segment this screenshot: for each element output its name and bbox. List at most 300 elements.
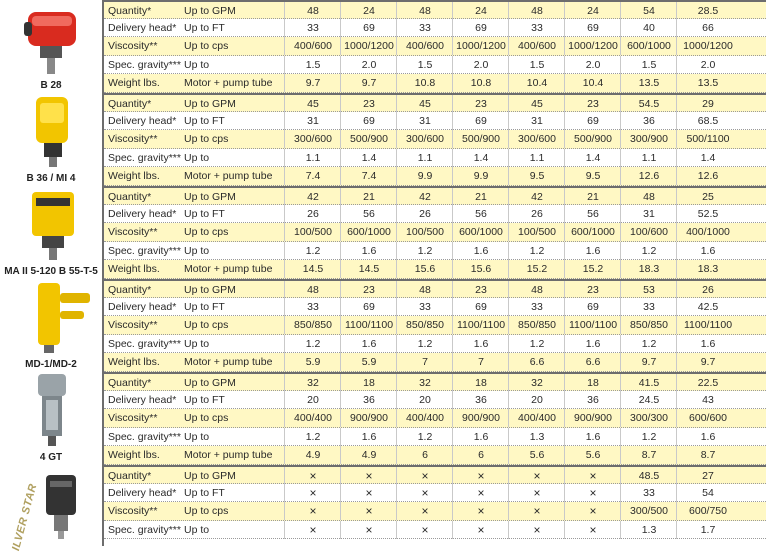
table-row: [104, 484, 766, 503]
table-cell: 400/1000: [676, 223, 739, 241]
table-cell: 15.6: [396, 260, 453, 278]
table-cell: 9.7: [620, 353, 677, 371]
row-unit: Up to cps: [184, 133, 229, 146]
row-unit: Up to FT: [184, 21, 225, 34]
table-cell: 23: [564, 281, 621, 299]
yellow-explosion-proof-motor-icon: [2, 188, 102, 260]
table-row: [104, 205, 766, 224]
table-cell: 69: [564, 112, 621, 130]
table-cell: 10.8: [452, 74, 509, 92]
row-unit: Up to GPM: [184, 191, 236, 203]
table-cell: 1000/1200: [340, 37, 397, 55]
table-cell: 600/1000: [564, 223, 621, 241]
table-cell: 26: [284, 205, 341, 223]
row-label: Delivery head*: [108, 486, 177, 499]
row-label: Spec. gravity***: [108, 430, 181, 443]
table-cell: 1.6: [452, 242, 509, 260]
table-cell: ×: [564, 521, 621, 539]
table-cell: 100/500: [284, 223, 341, 241]
table-cell: 7.4: [340, 167, 397, 185]
table-cell: 36: [452, 391, 509, 409]
table-cell: 1.2: [396, 428, 453, 446]
table-cell: ×: [396, 502, 453, 520]
table-cell: 1.6: [676, 428, 739, 446]
table-cell: 48: [396, 281, 453, 299]
table-cell: 8.7: [676, 446, 739, 464]
silver-star-brand-label: ILVER STAR: [10, 482, 40, 553]
table-cell: 10.4: [564, 74, 621, 92]
table-cell: 400/400: [284, 409, 341, 427]
pump-model-name: MA II 5-120 B 55-T-5: [4, 266, 98, 277]
table-cell: 23: [340, 281, 397, 299]
table-cell: 5.9: [284, 353, 341, 371]
row-label: Delivery head*: [108, 21, 177, 34]
grey-pneumatic-motor-icon: [2, 374, 102, 446]
table-cell: 12.6: [676, 167, 739, 185]
table-cell: 5.6: [508, 446, 565, 464]
yellow-air-motor-icon: [2, 281, 102, 353]
row-label: Quantity*: [108, 470, 152, 482]
table-cell: 900/900: [340, 409, 397, 427]
pump-model-name: B 28: [40, 80, 62, 91]
table-row: [104, 186, 766, 205]
table-cell: 1.1: [284, 149, 341, 167]
row-label: Viscosity**: [108, 505, 158, 518]
table-cell: 9.7: [284, 74, 341, 92]
table-cell: 1.1: [508, 149, 565, 167]
table-cell: ×: [284, 467, 341, 485]
row-unit: Up to: [184, 430, 210, 443]
pump-model-name: MD-1/MD-2: [25, 359, 77, 370]
table-row: [104, 465, 766, 484]
table-row: [104, 93, 766, 112]
table-cell: 2.0: [564, 56, 621, 74]
table-cell: 20: [284, 391, 341, 409]
row-unit: Motor + pump tube: [184, 356, 273, 369]
row-unit: Up to cps: [184, 319, 229, 332]
row-unit: Up to: [184, 244, 210, 257]
table-cell: 18: [452, 374, 509, 392]
table-cell: 26: [508, 205, 565, 223]
table-cell: 36: [620, 112, 677, 130]
table-cell: 18: [564, 374, 621, 392]
table-cell: 1.6: [564, 242, 621, 260]
table-cell: 1.6: [564, 335, 621, 353]
pump-photo: [0, 186, 104, 279]
table-cell: 14.5: [340, 260, 397, 278]
row-label: Spec. gravity***: [108, 337, 181, 350]
row-label: Spec. gravity***: [108, 151, 181, 164]
table-row: [104, 502, 766, 521]
table-cell: 1.2: [284, 242, 341, 260]
table-cell: 4.9: [284, 446, 341, 464]
table-cell: 69: [564, 298, 621, 316]
pump-group: [0, 186, 766, 279]
table-cell: 33: [620, 298, 677, 316]
table-cell: 13.5: [676, 74, 739, 92]
table-cell: 500/900: [452, 130, 509, 148]
pump-model-name: B 36 / MI 4: [26, 173, 76, 184]
table-cell: 48: [284, 2, 341, 20]
pump-photo: [0, 93, 104, 186]
table-cell: 400/400: [396, 409, 453, 427]
table-row: [104, 223, 766, 242]
table-cell: 1100/1100: [564, 316, 621, 334]
table-cell: 6: [396, 446, 453, 464]
row-unit: Up to GPM: [184, 470, 236, 482]
table-row: [104, 242, 766, 261]
table-cell: 9.7: [340, 74, 397, 92]
table-cell: 1.4: [564, 149, 621, 167]
table-cell: 48: [284, 281, 341, 299]
table-cell: 9.9: [396, 167, 453, 185]
table-cell: 13.5: [620, 74, 677, 92]
table-cell: 1100/1100: [452, 316, 509, 334]
table-cell: ×: [396, 521, 453, 539]
table-cell: 69: [340, 112, 397, 130]
row-unit: Up to cps: [184, 412, 229, 425]
table-cell: ×: [340, 521, 397, 539]
table-row: [104, 335, 766, 354]
row-label: Quantity*: [108, 284, 152, 296]
table-cell: ×: [452, 521, 509, 539]
table-cell: 100/500: [396, 223, 453, 241]
table-cell: 15.2: [508, 260, 565, 278]
table-cell: 33: [284, 298, 341, 316]
table-row: [104, 391, 766, 410]
table-cell: 1000/1200: [452, 37, 509, 55]
table-cell: 1.6: [340, 242, 397, 260]
table-cell: 18.3: [620, 260, 677, 278]
pump-model-name: 4 GT: [39, 452, 63, 463]
table-cell: 42: [508, 188, 565, 206]
table-cell: 54: [676, 484, 739, 502]
row-unit: Up to FT: [184, 207, 225, 220]
pump-group: [0, 465, 766, 553]
table-cell: 36: [564, 391, 621, 409]
table-cell: 45: [396, 95, 453, 113]
table-cell: 4.9: [340, 446, 397, 464]
table-cell: 1.5: [508, 56, 565, 74]
pump-photo: [0, 279, 104, 372]
table-cell: 32: [508, 374, 565, 392]
table-row: [104, 298, 766, 317]
table-cell: 69: [452, 112, 509, 130]
row-label: Viscosity**: [108, 40, 158, 53]
table-cell: 1.2: [508, 335, 565, 353]
row-unit: Up to GPM: [184, 377, 236, 389]
row-unit: Up to FT: [184, 114, 225, 127]
table-cell: ×: [564, 484, 621, 502]
table-cell: 21: [564, 188, 621, 206]
table-cell: 1.3: [620, 521, 677, 539]
table-cell: 1.2: [284, 335, 341, 353]
table-cell: 48: [396, 2, 453, 20]
table-cell: 69: [452, 19, 509, 37]
table-cell: 850/850: [508, 316, 565, 334]
table-cell: 1.6: [340, 335, 397, 353]
row-unit: Up to FT: [184, 300, 225, 313]
table-cell: 25: [676, 188, 739, 206]
table-cell: 1100/1100: [676, 316, 739, 334]
row-unit: Up to: [184, 151, 210, 164]
table-cell: 500/900: [340, 130, 397, 148]
red-drum-pump-motor-icon: [2, 2, 102, 74]
table-cell: 1.4: [452, 149, 509, 167]
table-cell: 24: [452, 2, 509, 20]
row-label: Weight lbs.: [108, 449, 160, 462]
row-label: Weight lbs.: [108, 356, 160, 369]
table-cell: 53: [620, 281, 677, 299]
table-cell: 300/600: [508, 130, 565, 148]
table-row: [104, 167, 766, 186]
table-cell: 26: [396, 205, 453, 223]
table-cell: 33: [396, 19, 453, 37]
row-label: Weight lbs.: [108, 170, 160, 183]
row-label: Spec. gravity***: [108, 244, 181, 257]
table-row: [104, 0, 766, 19]
row-label: Delivery head*: [108, 393, 177, 406]
table-cell: 9.7: [676, 353, 739, 371]
table-cell: 1.6: [452, 428, 509, 446]
row-unit: Up to: [184, 523, 210, 536]
table-cell: 15.6: [452, 260, 509, 278]
table-cell: 45: [508, 95, 565, 113]
table-cell: 18.3: [676, 260, 739, 278]
row-label: Viscosity**: [108, 226, 158, 239]
table-row: [104, 372, 766, 391]
table-row: [104, 19, 766, 38]
table-cell: 43: [676, 391, 739, 409]
table-cell: 40: [620, 19, 677, 37]
table-cell: 1.2: [620, 335, 677, 353]
table-cell: 42: [396, 188, 453, 206]
pump-group: [0, 372, 766, 465]
table-cell: 21: [452, 188, 509, 206]
table-cell: 6.6: [508, 353, 565, 371]
table-cell: 48: [508, 281, 565, 299]
table-cell: 1.5: [396, 56, 453, 74]
row-label: Delivery head*: [108, 207, 177, 220]
table-cell: 69: [452, 298, 509, 316]
table-cell: 400/600: [284, 37, 341, 55]
table-cell: 500/900: [564, 130, 621, 148]
table-cell: 26: [676, 281, 739, 299]
table-cell: 1.1: [396, 149, 453, 167]
table-cell: 31: [396, 112, 453, 130]
table-cell: ×: [508, 484, 565, 502]
table-cell: 1.5: [620, 56, 677, 74]
table-cell: 1.4: [676, 149, 739, 167]
table-cell: 23: [340, 95, 397, 113]
table-cell: 23: [452, 95, 509, 113]
table-cell: 2.0: [340, 56, 397, 74]
table-cell: ×: [396, 467, 453, 485]
table-cell: 5.9: [340, 353, 397, 371]
table-cell: 9.5: [564, 167, 621, 185]
table-cell: 1.3: [508, 428, 565, 446]
table-cell: 24: [564, 2, 621, 20]
table-row: [104, 56, 766, 75]
table-row: [104, 279, 766, 298]
row-label: Delivery head*: [108, 114, 177, 127]
table-cell: 7.4: [284, 167, 341, 185]
table-cell: ×: [452, 502, 509, 520]
row-unit: Up to FT: [184, 393, 225, 406]
row-label: Spec. gravity***: [108, 58, 181, 71]
row-unit: Up to FT: [184, 486, 225, 499]
pump-photo: [0, 465, 104, 553]
row-unit: Up to cps: [184, 226, 229, 239]
row-label: Quantity*: [108, 191, 152, 203]
table-cell: 45: [284, 95, 341, 113]
table-cell: 12.6: [620, 167, 677, 185]
row-label: Weight lbs.: [108, 263, 160, 276]
table-cell: 54.5: [620, 95, 677, 113]
row-label: Weight lbs.: [108, 77, 160, 90]
row-unit: Up to GPM: [184, 98, 236, 110]
table-cell: 2.0: [452, 56, 509, 74]
table-cell: 31: [620, 205, 677, 223]
table-cell: 27: [676, 467, 739, 485]
table-row: [104, 130, 766, 149]
table-cell: 100/500: [508, 223, 565, 241]
table-cell: 500/1100: [676, 130, 739, 148]
table-cell: 36: [340, 391, 397, 409]
row-unit: Motor + pump tube: [184, 170, 273, 183]
table-cell: ×: [564, 502, 621, 520]
table-cell: 54: [620, 2, 677, 20]
table-cell: ×: [452, 484, 509, 502]
row-label: Spec. gravity***: [108, 523, 181, 536]
table-cell: 1.1: [620, 149, 677, 167]
table-cell: 32: [284, 374, 341, 392]
table-row: [104, 316, 766, 335]
row-label: Viscosity**: [108, 133, 158, 146]
table-cell: 56: [452, 205, 509, 223]
table-cell: 1.2: [620, 242, 677, 260]
table-cell: 1000/1200: [676, 37, 739, 55]
table-cell: 23: [452, 281, 509, 299]
table-cell: 10.4: [508, 74, 565, 92]
table-cell: 24: [340, 2, 397, 20]
table-cell: ×: [340, 502, 397, 520]
table-cell: 31: [508, 112, 565, 130]
table-cell: 68.5: [676, 112, 739, 130]
table-cell: 56: [564, 205, 621, 223]
table-cell: 2.0: [676, 56, 739, 74]
table-cell: 31: [284, 112, 341, 130]
table-cell: 850/850: [396, 316, 453, 334]
table-cell: ×: [340, 467, 397, 485]
table-cell: 33: [284, 19, 341, 37]
table-cell: 1.6: [452, 335, 509, 353]
table-cell: 48.5: [620, 467, 677, 485]
table-cell: 6.6: [564, 353, 621, 371]
table-cell: 42: [284, 188, 341, 206]
table-cell: 300/900: [620, 130, 677, 148]
table-cell: 900/900: [452, 409, 509, 427]
row-unit: Motor + pump tube: [184, 77, 273, 90]
table-cell: 52.5: [676, 205, 739, 223]
table-cell: 33: [508, 19, 565, 37]
table-cell: 6: [452, 446, 509, 464]
table-cell: 69: [340, 298, 397, 316]
row-unit: Up to cps: [184, 40, 229, 53]
table-row: [104, 409, 766, 428]
table-cell: 9.9: [452, 167, 509, 185]
table-cell: 20: [508, 391, 565, 409]
table-cell: 600/600: [676, 409, 739, 427]
pump-photo: [0, 372, 104, 465]
row-unit: Up to cps: [184, 505, 229, 518]
table-cell: 1.7: [676, 521, 739, 539]
table-cell: 850/850: [284, 316, 341, 334]
table-cell: ×: [284, 521, 341, 539]
table-cell: 600/750: [676, 502, 739, 520]
table-row: [104, 521, 766, 540]
table-cell: 69: [340, 19, 397, 37]
table-cell: 20: [396, 391, 453, 409]
table-cell: 850/850: [620, 316, 677, 334]
row-label: Delivery head*: [108, 300, 177, 313]
row-unit: Up to GPM: [184, 5, 236, 17]
table-cell: 1.4: [340, 149, 397, 167]
table-cell: 1000/1200: [564, 37, 621, 55]
table-cell: 66: [676, 19, 739, 37]
table-cell: ×: [452, 467, 509, 485]
table-cell: 1.6: [676, 335, 739, 353]
table-cell: 300/600: [284, 130, 341, 148]
table-cell: ×: [396, 484, 453, 502]
table-cell: 29: [676, 95, 739, 113]
table-cell: ×: [340, 484, 397, 502]
row-unit: Up to: [184, 337, 210, 350]
table-cell: 10.8: [396, 74, 453, 92]
table-cell: ×: [508, 467, 565, 485]
table-cell: 15.2: [564, 260, 621, 278]
table-cell: 600/1000: [452, 223, 509, 241]
table-row: [104, 446, 766, 465]
table-cell: 5.6: [564, 446, 621, 464]
table-cell: 7: [396, 353, 453, 371]
row-label: Quantity*: [108, 98, 152, 110]
table-cell: ×: [508, 502, 565, 520]
table-cell: 23: [564, 95, 621, 113]
table-cell: 600/1000: [340, 223, 397, 241]
table-cell: 24.5: [620, 391, 677, 409]
table-row: [104, 428, 766, 447]
row-label: Viscosity**: [108, 319, 158, 332]
row-unit: Up to GPM: [184, 284, 236, 296]
table-cell: 32: [396, 374, 453, 392]
pump-group: [0, 0, 766, 93]
table-cell: 21: [340, 188, 397, 206]
table-cell: 1100/1100: [340, 316, 397, 334]
table-cell: 33: [620, 484, 677, 502]
table-cell: ×: [508, 521, 565, 539]
table-cell: 1.2: [284, 428, 341, 446]
pump-group: [0, 93, 766, 186]
table-cell: 300/300: [620, 409, 677, 427]
table-cell: 1.6: [676, 242, 739, 260]
table-row: [104, 74, 766, 93]
table-cell: 22.5: [676, 374, 739, 392]
table-cell: 18: [340, 374, 397, 392]
table-row: [104, 37, 766, 56]
table-cell: 56: [340, 205, 397, 223]
table-cell: 100/600: [620, 223, 677, 241]
